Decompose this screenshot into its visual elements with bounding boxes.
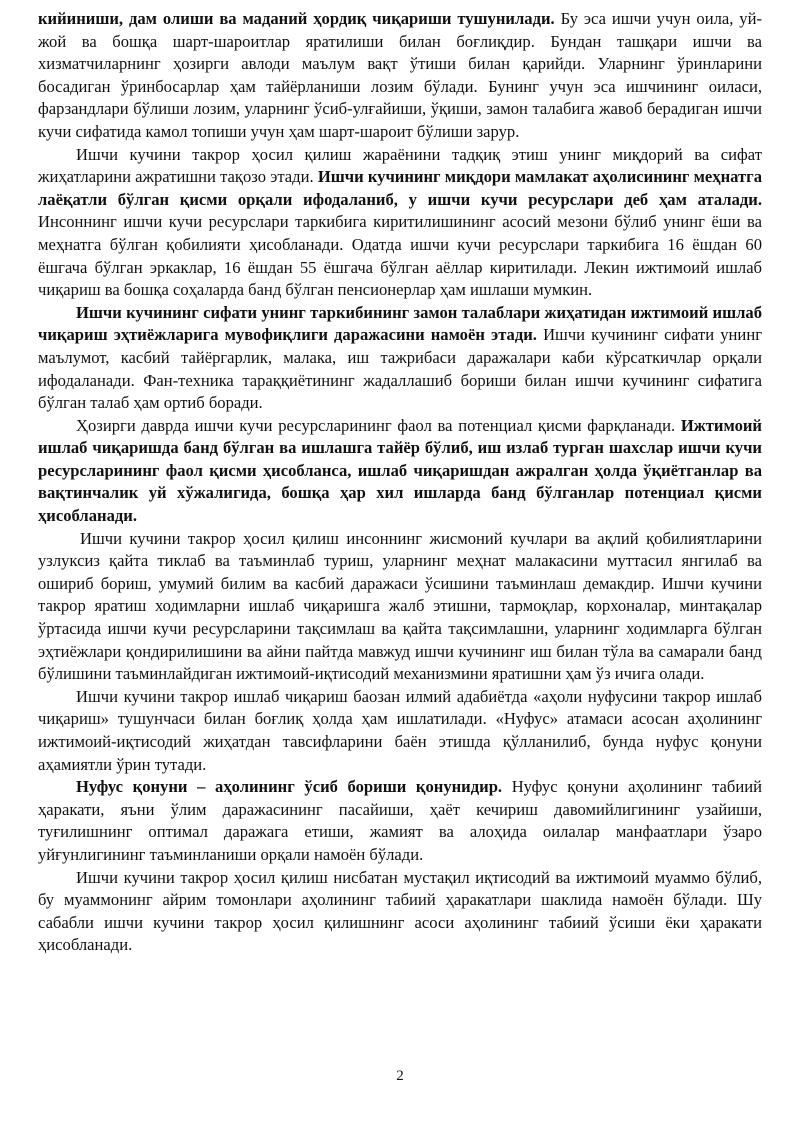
paragraph-4-pre: Ҳозирги даврда ишчи кучи ресурсларининг фаол ва потенциал қисми фарқланади.	[76, 415, 681, 435]
page-number: 2	[396, 1068, 404, 1084]
paragraph-5-text: Ишчи кучини такрор ҳосил қилиш инсоннинг жисмоний кучлари ва ақлий қобилиятларини узлуксиз қайта тиклаб ва таъминлаб туриш, уларнинг меҳнат малакасини муттасил янгилаб ва ошириб бориш, умумий билим ва касбий даражаси ўсишини таъминлаш демакдир. Ишчи кучини такрор яратиш ходимларни ишлаб чиқаришга жалб этишни, тармоқлар, корхоналар, минтақалар ўртасида ишчи кучи ресурсларини тақсимлаш ва қайта тақсимлашни, уларнинг ходимларга бўлган эҳтиёжлари қондирилишини ва айни пайтда мавжуд ишчи кучининг иш билан тўла ва самарали банд бўлишини таъминлайдиган ижтимоий-иқтисодий механизмини яратишни ҳам ўз ичига олади.	[38, 528, 762, 684]
paragraph-4-bold: Ижтимоий ишлаб чиқаришда банд бўлган ва ишлашга тайёр бўлиб, иш излаб турган шахслар ишчи кучи ресурсларининг фаол қисми ҳисобланса, ишлаб чиқаришдан ажралган ҳолда ўқиётганлар ва вақтинчалик уй хўжалигида, бошқа ҳар хил ишларда банд бўлганлар потенциал қисми ҳисобланади.	[38, 415, 762, 526]
paragraph-2	[38, 144, 762, 302]
document-page	[38, 8, 762, 957]
paragraph-3	[38, 302, 762, 415]
paragraph-6	[38, 686, 762, 776]
paragraph-8-text: Ишчи кучини такрор ҳосил қилиш нисбатан мустақил иқтисодий ва ижтимоий муаммо бўлиб, бу муаммонинг айрим томонлари аҳолининг табиий ҳаракатлари шаклида намоён бўлади. Шу сабабли ишчи кучини такрор ҳосил қилишнинг асоси аҳолининг табиий ўсиши ёки ҳаракати ҳисобланади.	[38, 867, 762, 955]
paragraph-2-bold: Ишчи кучининг миқдори мамлакат аҳолисининг меҳнатга лаёқатли бўлган қисми орқали ифодаланиб, у ишчи кучи ресурслари деб ҳам аталади.	[38, 167, 763, 209]
paragraph-6-text: Ишчи кучини такрор ишлаб чиқариш баозан илмий адабиётда «аҳоли нуфусини такрор ишлаб чиқариш» тушунчаси билан боғлиқ ҳолда ҳам ишлатилади. «Нуфус» атамаси асосан аҳолининг ижтимоий-иқтисодий жиҳатдан тавсифларини баён этишда қўлланилиб, бунда нуфус қонуни аҳамиятли ўрин тутади.	[38, 686, 762, 774]
paragraph-5	[38, 528, 762, 686]
paragraph-1-text: Бу эса ишчи учун оила, уй-жой ва бошқа шарт-шароитлар яратилиши билан боғлиқдир. Бундан ташқари ишчи ва хизматчиларнинг ҳозирги авлоди маълум вақт ўтиши билан қарийди. Уларнинг ўринларини босадиган ўринбосарлар ҳам тайёрланиши лозим бўлади. Бунинг учун эса ишчининг оиласи, фарзандлари бўлиши лозим, уларнинг ўсиб-улғайиши, ўқиши, замон талабига жавоб берадиган ишчи кучи сифатида камол топиши учун ҳам шарт-шароит бўлиши зарур.	[38, 9, 762, 141]
paragraph-2-pre: Ишчи кучини такрор ҳосил қилиш жараёнини тадқиқ этиш унинг миқдорий ва сифат жиҳатларини ажратишни тақозо этади.	[38, 144, 762, 187]
paragraph-4	[38, 415, 762, 528]
paragraph-1-bold: кийиниши, дам олиши ва маданий ҳордиқ чиқариши тушунилади.	[38, 9, 555, 28]
paragraph-7-bold: Нуфус қонуни – аҳолининг ўсиб бориши қонунидир.	[76, 777, 503, 797]
paragraph-3-text: Ишчи кучининг сифати унинг маълумот, касбий тайёргарлик, малака, иш тажрибаси даражалари каби кўрсаткичлар орқали ифодаланади. Фан-техника тараққиётининг жадаллашиб бориши билан ишчи кучининг сифатига бўлган талаб ҳам ортиб боради.	[38, 325, 762, 413]
paragraph-2-text: Инсоннинг ишчи кучи ресурслари таркибига киритилишининг асосий мезони бўлиб унинг ёши ва меҳнатга бўлган қобилияти ҳисобланади. Одатда ишчи кучи ресурслари таркибига 16 ёшдан 60 ёшгача бўлган эркаклар, 16 ёшдан 55 ёшгача бўлган аёллар киритилади. Лекин ижтимоий ишлаб чиқариш ва бошқа соҳаларда банд бўлган пенсионерлар ҳам ишлаши мумкин.	[38, 212, 762, 300]
paragraph-7	[38, 776, 762, 866]
paragraph-1	[38, 8, 762, 144]
paragraph-7-text: Нуфус қонуни аҳолининг табиий ҳаракати, яъни ўлим даражасининг пасайиши, ҳаёт кечириш давомийлигининг узайиши, туғилишнинг оптимал даражага етиши, жамият ва алоҳида оилалар манфаатлари ўзаро уйғунлигининг таъминланиши орқали намоён бўлади.	[38, 777, 762, 864]
paragraph-8	[38, 867, 762, 957]
paragraph-3-bold: Ишчи кучининг сифати унинг таркибининг замон талаблари жиҳатидан ижтимоий ишлаб чиқариш эҳтиёжларига мувофиқлиги даражасини намоён этади.	[38, 302, 762, 345]
